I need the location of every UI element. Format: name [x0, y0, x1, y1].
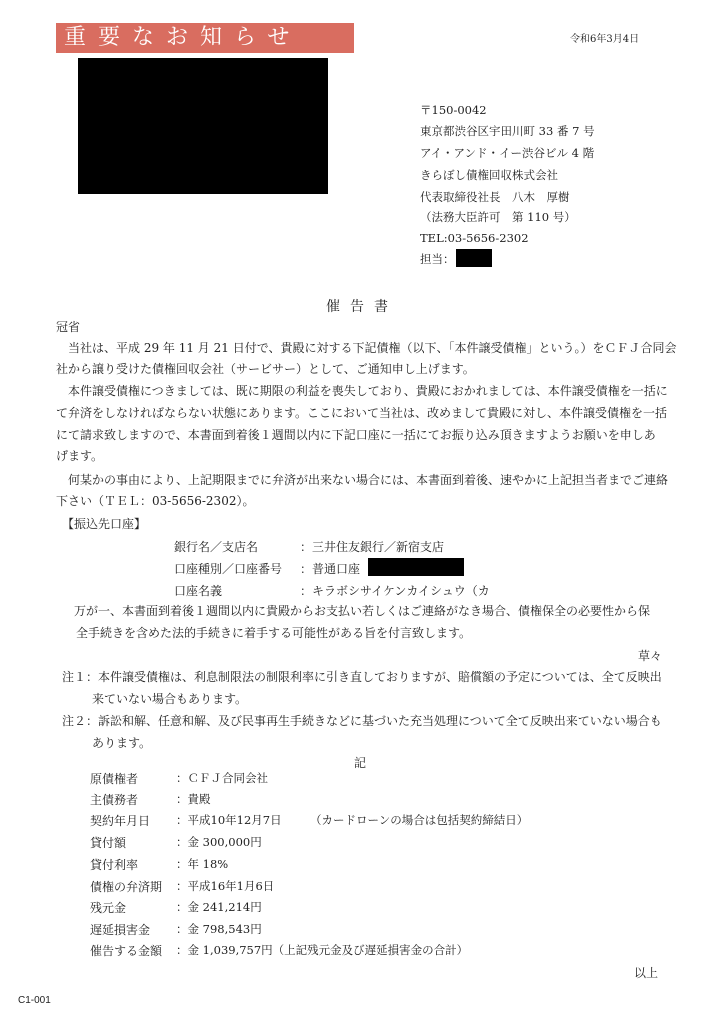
sender-address: 東京都渋谷区宇田川町 33 番 7 号	[420, 124, 595, 138]
summary-value: ：年 18%	[176, 857, 229, 871]
summary-value: ：平成10年12月7日	[176, 813, 282, 827]
summary-label: 貸付額	[90, 836, 127, 850]
account-number-redaction	[368, 558, 464, 576]
recipient-redaction	[78, 58, 328, 194]
summary-value: ：ＣＦＪ合同会社	[176, 771, 268, 785]
account-name-label: 口座名義	[174, 584, 223, 598]
account-name-value: ：キラボシサイケンカイシュウ（カ	[300, 584, 490, 598]
summary-value: ：金 300,000円	[176, 835, 262, 849]
summary-value: ：金 1,039,757円（上記残元金及び遅延損害金の合計）	[176, 943, 469, 957]
account-type-value: ：普通口座	[300, 562, 361, 576]
closing: 草々	[638, 649, 663, 663]
paragraph-line: 本件譲受債権につきましては、既に期限の利益を喪失しており、貴殿におかれましては、本件譲受債権を一括に	[56, 384, 668, 398]
sender-license: （法務大臣許可 第 110 号）	[420, 210, 576, 224]
sender-postal: 〒150-0042	[420, 103, 487, 117]
paragraph-line: 社から譲り受けた債権回収会社（サービサー）として、ご通知申し上げます。	[56, 362, 475, 376]
issue-date: 令和6年3月4日	[570, 34, 640, 45]
warning-line: 全手続きを含めた法的手続きに着手する可能性がある旨を付言致します。	[76, 626, 472, 640]
note-2-cont: あります。	[92, 736, 152, 750]
contact-redaction	[456, 249, 492, 267]
salutation: 冠省	[56, 320, 81, 334]
summary-label: 原債権者	[90, 772, 139, 786]
summary-value: ：平成16年1月6日	[176, 879, 275, 893]
summary-value: ：金 798,543円	[176, 922, 262, 936]
summary-value: ：金 241,214円	[176, 900, 262, 914]
summary-label: 契約年月日	[90, 814, 151, 828]
summary-label: 催告する金額	[90, 944, 163, 958]
paragraph-line: げます。	[56, 449, 104, 463]
paragraph-line: 当社は、平成 29 年 11 月 21 日付で、貴殿に対する下記債権（以下、「本件譲受債権」という。）をＣＦＪ合同会	[56, 341, 677, 355]
contact-label: 担当：	[420, 252, 455, 266]
note-1-cont: 来ていない場合もあります。	[92, 692, 248, 706]
end-mark: 以上	[634, 966, 659, 980]
sender-representative: 代表取締役社長 八木 厚樹	[420, 190, 570, 204]
ki-mark: 記	[354, 756, 367, 770]
paragraph-line: にて請求致しますので、本書面到着後１週間以内に下記口座に一括にてお振り込み頂きますようお願いを申しあ	[56, 428, 656, 442]
summary-label: 主債務者	[90, 793, 139, 807]
summary-value: ：貴殿	[176, 792, 211, 806]
summary-label: 遅延損害金	[90, 923, 151, 937]
summary-label: 残元金	[90, 901, 127, 915]
notice-banner: 重要なお知らせ	[56, 23, 354, 53]
summary-label: 債権の弁済期	[90, 880, 163, 894]
warning-line: 万が一、本書面到着後１週間以内に貴殿からお支払い若しくはご連絡がなき場合、債権保全の必要性から保	[62, 604, 651, 618]
sender-tel: TEL:03-5656-2302	[420, 231, 529, 245]
note-2: 注２：訴訟和解、任意和解、及び民事再生手続きなどに基づいた充当処理について全て反映出来ていない場合も	[62, 714, 662, 728]
paragraph-line: 何某かの事由により、上記期限までに弁済が出来ない場合には、本書面到着後、速やかに上記担当者までご連絡	[56, 473, 669, 487]
account-heading: 【振込先口座】	[62, 517, 147, 531]
sender-building: アイ・アンド・イー渋谷ビル 4 階	[420, 146, 595, 160]
account-type-label: 口座種別／口座番号	[174, 562, 283, 576]
paragraph-line: 下さい（ＴＥＬ：03-5656-2302）。	[56, 494, 255, 508]
note-1: 注１：本件譲受債権は、利息制限法の制限利率に引き直しておりますが、賠償額の予定については、全て反映出	[62, 670, 662, 684]
form-code: C1-001	[18, 995, 51, 1006]
bank-value: ：三井住友銀行／新宿支店	[300, 540, 445, 554]
summary-label: 貸付利率	[90, 858, 139, 872]
sender-company: きらぼし債権回収株式会社	[420, 168, 558, 182]
paragraph-line: て弁済をしなければならない状態にあります。ここにおいて当社は、改めまして貴殿に対し、本件譲受債権を一括	[56, 406, 668, 420]
document-title: 催告書	[326, 299, 398, 315]
summary-note: （カードローンの場合は包括契約締結日）	[310, 813, 529, 827]
bank-label: 銀行名／支店名	[174, 540, 259, 554]
